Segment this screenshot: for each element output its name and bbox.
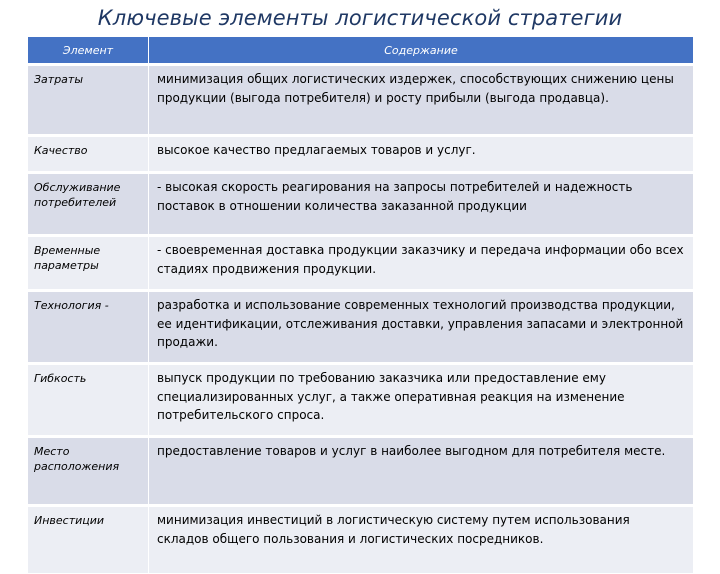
strategy-table — [27, 36, 694, 574]
content-cell: - своевременная доставка продукции заказчику и передача информации обо всех стадиях продвижения продукции. — [149, 236, 694, 291]
element-cell: Качество — [28, 136, 149, 173]
element-cell: Затраты — [28, 65, 149, 136]
element-cell: Обслуживание потребителей — [28, 173, 149, 236]
table-row — [28, 291, 694, 364]
element-cell: Гибкость — [28, 364, 149, 437]
table-row — [28, 236, 694, 291]
column-header-element: Элемент — [28, 37, 149, 65]
content-cell: разработка и использование современных технологий производства продукции, ее идентификации, отслеживания доставки, управления запасами и электронной продажи. — [149, 291, 694, 364]
content-cell: высокое качество предлагаемых товаров и услуг. — [149, 136, 694, 173]
table-row — [28, 65, 694, 136]
content-cell: - высокая скорость реагирования на запросы потребителей и надежность поставок в отношении количества заказанной продукции — [149, 173, 694, 236]
table-row — [28, 437, 694, 506]
content-cell: минимизация инвестиций в логистическую систему путем использования складов общего пользования и логистических посредников. — [149, 506, 694, 574]
page-title: Ключевые элементы логистической стратегии — [97, 6, 623, 30]
table-row — [28, 173, 694, 236]
content-cell: предоставление товаров и услуг в наиболее выгодном для потребителя месте. — [149, 437, 694, 506]
element-cell: Место расположения — [28, 437, 149, 506]
content-cell: минимизация общих логистических издержек, способствующих снижению цены продукции (выгода потребителя) и росту прибыли (выгода продавца). — [149, 65, 694, 136]
element-cell: Временные параметры — [28, 236, 149, 291]
column-header-content: Содержание — [149, 37, 694, 65]
element-cell: Инвестиции — [28, 506, 149, 574]
element-cell: Технология - — [28, 291, 149, 364]
table-header-row — [28, 37, 694, 65]
content-cell: выпуск продукции по требованию заказчика или предоставление ему специализированных услуг, а также оперативная реакция на изменение потребительского спроса. — [149, 364, 694, 437]
table-row — [28, 136, 694, 173]
table-row — [28, 364, 694, 437]
